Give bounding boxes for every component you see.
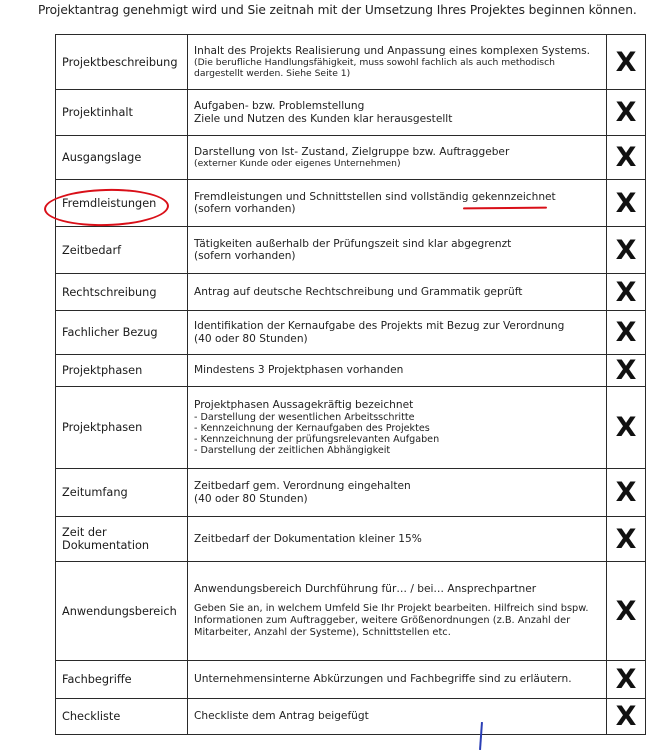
- row-label: Projektinhalt: [56, 90, 188, 136]
- bullet-item: - Kennzeichnung der Kernaufgaben des Projektes: [194, 422, 430, 434]
- row-label: Anwendungsbereich: [56, 562, 188, 661]
- bullet-item: - Darstellung der zeitlichen Abhängigkeit: [194, 444, 391, 456]
- description-line: Tätigkeiten außerhalb der Prüfungszeit sind klar abgegrenzt: [194, 237, 512, 250]
- table-row: [56, 35, 646, 90]
- check-mark[interactable]: X: [607, 35, 646, 90]
- row-description: [188, 180, 607, 227]
- description-line: Anwendungsbereich Durchführung für… / bei… Ansprechpartner: [194, 582, 537, 595]
- description-text: Fremdleistungen und Schnittstellen sind vollständig: [194, 190, 472, 203]
- row-description: [188, 35, 607, 90]
- row-description: [188, 469, 607, 517]
- table-row: [56, 387, 646, 469]
- description-line: Zeitbedarf gem. Verordnung eingehalten: [194, 480, 411, 492]
- table-row: [56, 227, 646, 274]
- description-line: Projektphasen Aussagekräftig bezeichnet: [194, 399, 414, 412]
- description-note: (Die berufliche Handlungsfähigkeit, muss sowohl fachlich als auch methodisch dargestellt werden. Siehe Seite 1): [194, 57, 555, 80]
- table-row: [56, 469, 646, 517]
- row-label: Checkliste: [56, 699, 188, 735]
- checklist-sheet: [55, 34, 637, 750]
- description-line: Aufgaben- bzw. Problemstellung: [194, 100, 365, 112]
- table-row: [56, 311, 646, 355]
- description-line: Antrag auf deutsche Rechtschreibung und Grammatik geprüft: [194, 285, 523, 298]
- row-description: [188, 517, 607, 562]
- row-label: Projektphasen: [56, 387, 188, 469]
- row-label: Projektphasen: [56, 355, 188, 387]
- description-line: Ziele und Nutzen des Kunden klar herausgestellt: [194, 112, 453, 125]
- table-row: [56, 90, 646, 136]
- check-mark[interactable]: X: [607, 355, 646, 387]
- row-description: [188, 699, 607, 735]
- bullet-item: - Kennzeichnung der prüfungsrelevanten Aufgaben: [194, 433, 440, 445]
- description-line: (sofern vorhanden): [194, 250, 296, 262]
- description-line: [194, 191, 600, 204]
- table-row: [56, 136, 646, 180]
- check-mark[interactable]: X: [607, 311, 646, 355]
- table-row: [56, 517, 646, 562]
- description-line: (40 oder 80 Stunden): [194, 332, 308, 345]
- row-label: Fachlicher Bezug: [56, 311, 188, 355]
- row-description: [188, 227, 607, 274]
- check-mark[interactable]: X: [607, 227, 646, 274]
- description-line: Mindestens 3 Projektphasen vorhanden: [194, 364, 404, 377]
- description-line: Checkliste dem Antrag beigefügt: [194, 710, 369, 723]
- row-description: [188, 311, 607, 355]
- checklist-table: [55, 34, 646, 735]
- row-description: [188, 90, 607, 136]
- row-label: Ausgangslage: [56, 136, 188, 180]
- table-row: [56, 180, 646, 227]
- check-mark[interactable]: X: [607, 136, 646, 180]
- row-label: Zeitbedarf: [56, 227, 188, 274]
- description-line: (40 oder 80 Stunden): [194, 492, 308, 505]
- intro-text: Projektantrag genehmigt wird und Sie zeitnah mit der Umsetzung Ihres Projektes beginnen können.: [38, 3, 637, 17]
- row-description: [188, 274, 607, 311]
- bullet-item: - Darstellung der wesentlichen Arbeitsschritte: [194, 411, 415, 423]
- description-line: Darstellung von Ist- Zustand, Zielgruppe bzw. Auftraggeber: [194, 145, 510, 158]
- check-mark[interactable]: X: [607, 90, 646, 136]
- table-row: [56, 661, 646, 699]
- row-label: Projektbeschreibung: [56, 35, 188, 90]
- row-description: [188, 661, 607, 699]
- check-mark[interactable]: X: [607, 469, 646, 517]
- description-line: Unternehmensinterne Abkürzungen und Fachbegriffe sind zu erläutern.: [194, 673, 572, 686]
- check-mark[interactable]: X: [607, 387, 646, 469]
- description-line: Identifikation der Kernaufgabe des Projekts mit Bezug zur Verordnung: [194, 320, 565, 332]
- check-mark[interactable]: X: [607, 180, 646, 227]
- check-mark[interactable]: X: [607, 517, 646, 562]
- description-paragraph: Geben Sie an, in welchem Umfeld Sie Ihr Projekt bearbeiten. Hilfreich sind bspw. Informationen zum Auftraggeber, weitere Größenordnungen (z.B. Anzahl der Mitarbeiter, Anzahl der Systeme), Schnittstellen etc.: [194, 603, 589, 639]
- row-description: [188, 562, 607, 661]
- row-label: Zeit der Dokumentation: [56, 517, 188, 562]
- row-description: [188, 136, 607, 180]
- check-mark[interactable]: X: [607, 274, 646, 311]
- check-mark[interactable]: X: [607, 661, 646, 699]
- row-description: [188, 387, 607, 469]
- check-mark[interactable]: X: [607, 699, 646, 735]
- table-row: [56, 699, 646, 735]
- row-label: Fremdleistungen: [56, 180, 188, 227]
- description-note: (externer Kunde oder eigenes Unternehmen): [194, 158, 401, 170]
- table-row: [56, 274, 646, 311]
- underlined-word: gekennzeichnet: [471, 190, 556, 203]
- description-line: Zeitbedarf der Dokumentation kleiner 15%: [194, 532, 422, 545]
- row-label: Rechtschreibung: [56, 274, 188, 311]
- description-line: Inhalt des Projekts Realisierung und Anpassung eines komplexen Systems.: [194, 44, 591, 57]
- table-row: [56, 355, 646, 387]
- row-description: [188, 355, 607, 387]
- row-label: Zeitumfang: [56, 469, 188, 517]
- row-label: Fachbegriffe: [56, 661, 188, 699]
- description-line: (sofern vorhanden): [194, 203, 296, 215]
- table-row: [56, 562, 646, 661]
- check-mark[interactable]: X: [607, 562, 646, 661]
